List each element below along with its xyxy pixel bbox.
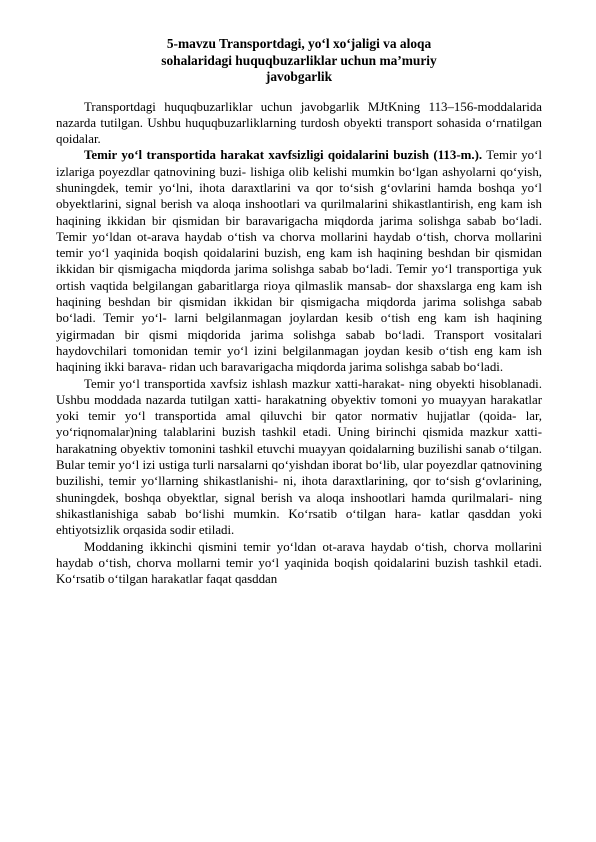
paragraph-1	[56, 99, 542, 148]
document-title	[56, 36, 542, 86]
paragraph-text: Moddaning ikkinchi qismini temir yo‘ldan ot-arava haydab o‘tish, chorva mollarini haydab o‘tish, chorva mollarni temir yo‘l yaqinida boqish qoidalarini buzish tashkil etadi. Ko‘rsatib o‘tilgan harakatlar faqat qasddan	[56, 539, 542, 587]
title-line-2: sohalaridagi huquqbuzarliklar uchun ma’muriy	[161, 52, 437, 68]
document-page	[56, 36, 542, 587]
paragraph-3	[56, 376, 542, 539]
title-line-3: javobgarlik	[265, 69, 333, 84]
paragraph-2	[56, 147, 542, 375]
paragraph-4	[56, 539, 542, 588]
paragraph-text: Temir yo‘l transportida xavfsiz ishlash mazkur xatti-harakat- ning obyekti hisoblanadi. Ushbu moddada nazarda tutilgan xatti- harakatning obyektiv tomoni yo muayyan harakatlar yoki temir yo‘l transportida amal qiluvchi bir qator normativ hujjatlar (qoida- lar, yo‘riqnomalar)ning talablarini buzish tashkil etadi. Uning birinchi qismida mazkur xatti-harakatning obyektiv tomonini tashkil etuvchi muayyan qoidalarning buzilishi sanab o‘tilgan. Bular temir yo‘l izi ustiga turli narsalarni qo‘yishdan iborat bo‘lib, ular poyezdlar qatnovining buzilishi, temir yo‘llarning shikastlanishi- ni, ihota daraxtlarining, qor to‘sish g‘ovlarining, shuningdek, boshqa obyektlar, signal berish va aloqa inshootlari hamda qurilmalari- ning shikastlanishiga sabab bo‘lishi mumkin. Ko‘rsatib o‘tilgan hara- katlar qasddan yoki ehtiyotsizlik orqasida sodir etiladi.	[56, 376, 542, 538]
title-line-1: 5-mavzu Transportdagi, yo‘l xo‘jaligi va aloqa	[166, 36, 432, 51]
paragraph-heading: Temir yo‘l transportida harakat xavfsizligi qoidalarini buzish (113-m.).	[84, 148, 483, 163]
paragraph-text: Transportdagi huquqbuzarliklar uchun javobgarlik MJtKning 113–156-moddalarida nazarda tutilgan. Ushbu huquqbuzarliklarning turdosh obyekti transport sohasida o‘rnatilgan qoidalar.	[56, 99, 542, 147]
document-body	[56, 99, 542, 588]
paragraph-text: Temir yo‘l izlariga poyezdlar qatnovining buzi- lishiga olib kelishi mumkin bo‘lgan ashyolarni qo‘yish, shuningdek, temir yo‘lni, ihota daraxtlarini va qor to‘sish g‘ovlarini hamda boshqa yo‘l obyektlarini, signal berish va aloqa inshootlari va qurilmalarini shikastlantirish, eng kam ish haqining ikkidan bir qismidan bir baravarigacha miqdorda jarima solishga sabab bo‘ladi. Temir yo‘ldan ot-arava haydab o‘tish va chorva mollarini haydab o‘tish, chorva mollarini temir yo‘l yaqinida boqish qoidalarini buzish, eng kam ish haqining beshdan bir qismidan ikkidan bir qismigacha miqdorda jarima solishga sabab bo‘ladi. Temir yo‘l transportiga yuk ortish vaqtida belgilangan gabaritlarga rioya qilmaslik mansab- dor shaxslarga eng kam ish haqining beshdan bir qismidan ikkidan bir qismigacha miqdorda jarima solishga sabab bo‘ladi. Temir yo‘l- larni belgilanmagan joylardan kesib o‘tish eng kam ish haqining yigirmadan bir qismi miqdorida jarima solishga sabab bo‘ladi. Transport vositalari haydovchilari tomonidan temir yo‘l izini belgilanmagan joydan kesib o‘tish eng kam ish haqining ikki barava- ridan uch baravarigacha miqdorda jarima solishga sabab bo‘ladi.	[56, 148, 543, 375]
